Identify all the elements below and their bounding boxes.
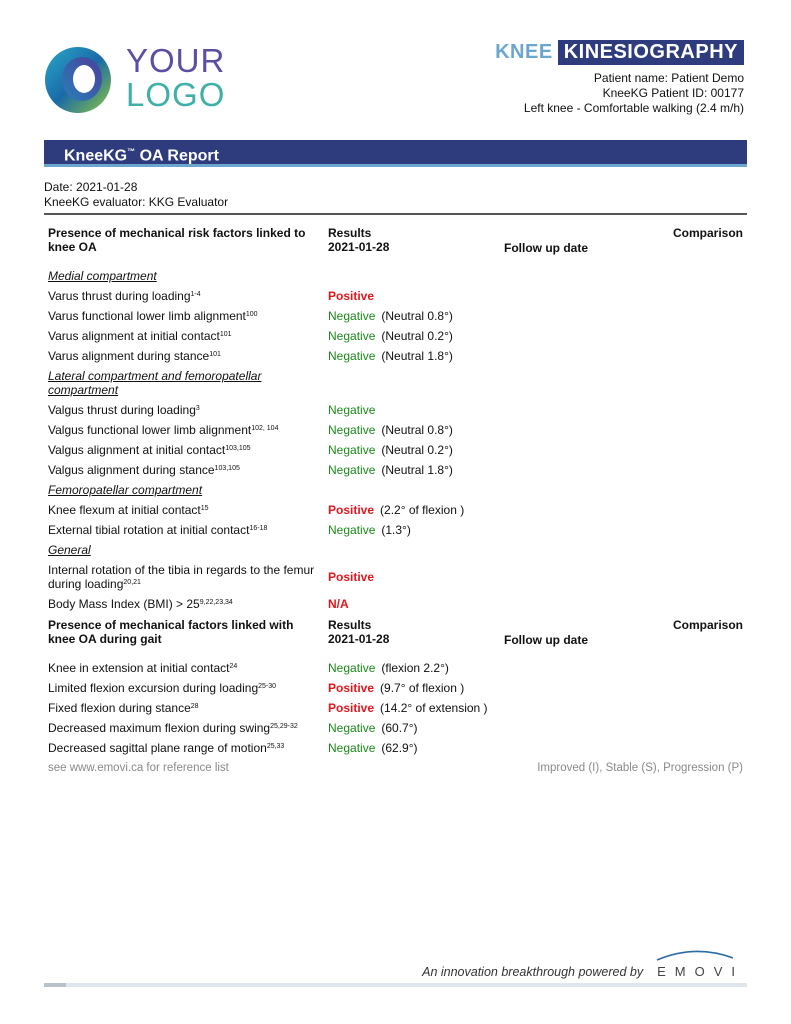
comparison-cell (666, 326, 747, 346)
table-row (44, 658, 747, 678)
follow-up-cell (500, 460, 666, 480)
comparison-cell (666, 500, 747, 520)
follow-up-cell (500, 286, 666, 306)
compartment-heading: Medial compartment (48, 269, 157, 283)
table-row (44, 400, 747, 420)
comparison-cell (666, 678, 747, 698)
comparison-cell (666, 306, 747, 326)
result-value: Positive (328, 681, 375, 695)
table-header-row (44, 222, 747, 266)
follow-up-cell (500, 520, 666, 540)
table-row (44, 460, 747, 480)
comparison-cell (666, 460, 747, 480)
factor-label: Decreased maximum flexion during swing$^{25,29-32}$ (48, 721, 298, 735)
table-header-row (44, 614, 747, 658)
result-detail: (60.7°) (381, 721, 418, 735)
result-cell (324, 560, 500, 594)
reference-number: 101 (219, 331, 232, 338)
header-results: Results 2021-01-28 (328, 618, 390, 646)
factor-label: Knee in extension at initial contact$^{24}$ (48, 661, 238, 675)
reference-note: see www.emovi.ca for reference list (48, 762, 229, 774)
result-value: Negative (328, 741, 376, 755)
factor-label: External tibial rotation at initial contact$^{16-18}$ (48, 523, 268, 537)
factor-label: Valgus alignment at initial contact$^{103,105}$ (48, 443, 251, 457)
notes-row (44, 758, 747, 778)
follow-up-cell (500, 560, 666, 594)
logo-text (126, 44, 225, 112)
comparison-cell (666, 420, 747, 440)
result-detail: (Neutral 1.8°) (381, 463, 453, 477)
factor-label: Varus functional lower limb alignment$^{100}$ (48, 309, 258, 323)
patient-id: KneeKG Patient ID: 00177 (602, 86, 744, 100)
result-value: Negative (328, 423, 376, 437)
result-cell (324, 698, 500, 718)
result-cell (324, 460, 500, 480)
brand-banner (490, 40, 744, 65)
comparison-cell (666, 400, 747, 420)
table-row (44, 346, 747, 366)
report-date: Date: 2021-01-28 (44, 180, 138, 194)
report-meta (44, 180, 228, 210)
follow-up-cell (500, 420, 666, 440)
result-detail: (9.7° of flexion ) (380, 681, 465, 695)
reference-number: 1-4 (190, 291, 201, 298)
follow-up-cell (500, 718, 666, 738)
factor-label: Varus thrust during loading$^{1-4}$ (48, 289, 201, 303)
result-detail: (Neutral 0.2°) (381, 329, 453, 343)
reference-number: 25,33 (266, 743, 285, 750)
table-row (44, 500, 747, 520)
follow-up-cell (500, 698, 666, 718)
patient-condition: Left knee - Comfortable walking (2.4 m/h) (523, 101, 744, 115)
factor-label: Knee flexum at initial contact$^{15}$ (48, 503, 209, 517)
result-cell (324, 306, 500, 326)
result-value: Negative (328, 349, 376, 363)
follow-up-cell (500, 658, 666, 678)
result-value: Positive (328, 701, 375, 715)
follow-up-cell (500, 678, 666, 698)
table-row (44, 326, 747, 346)
reference-number: 103,105 (225, 445, 251, 452)
result-cell (324, 326, 500, 346)
comparison-cell (666, 594, 747, 614)
compartment-heading: Lateral compartment and femoropatellar compartment (48, 369, 262, 397)
reference-number: 15 (200, 505, 209, 512)
factor-label: Internal rotation of the tibia in regards to the femur during loading$^{20,21}$ (48, 563, 315, 591)
logo-line-2: LOGO (126, 76, 226, 113)
brand-name: KINESIOGRAPHY (558, 40, 744, 65)
patient-info (524, 71, 744, 116)
brand-prefix: KNEE (495, 41, 553, 63)
footer-bar (44, 983, 747, 987)
table-row (44, 678, 747, 698)
result-value: Negative (328, 721, 376, 735)
header-follow-up: Follow up date (504, 633, 588, 647)
result-detail: (Neutral 1.8°) (381, 349, 453, 363)
table-row (44, 306, 747, 326)
table-row (44, 440, 747, 460)
reference-number: 101 (209, 351, 221, 358)
factor-label: Valgus alignment during stance$^{103,105}$ (48, 463, 240, 477)
result-cell (324, 594, 500, 614)
reference-number: 16-18 (249, 525, 268, 532)
reference-number: 102, 104 (251, 425, 279, 432)
comparison-cell (666, 440, 747, 460)
compartment-heading: Femoropatellar compartment (48, 483, 203, 497)
result-cell (324, 420, 500, 440)
follow-up-cell (500, 346, 666, 366)
report-title: KneeKG™ OA Report (64, 147, 219, 165)
header-label: Presence of mechanical factors linked with knee OA during gait (48, 618, 294, 646)
reference-number: 25-30 (258, 683, 277, 690)
comparison-cell (666, 658, 747, 678)
factor-label: Body Mass Index (BMI) > 25$^{9,22,23,34}$ (48, 597, 233, 611)
divider (44, 213, 747, 215)
result-detail: (Neutral 0.8°) (381, 309, 453, 323)
result-value: Negative (328, 661, 376, 675)
result-detail: (Neutral 0.8°) (381, 423, 453, 437)
logo-line-1: YOUR (126, 42, 226, 79)
follow-up-cell (500, 306, 666, 326)
reference-number: 24 (229, 663, 238, 670)
result-value: Negative (328, 403, 376, 417)
reference-number: 20,21 (123, 579, 141, 586)
results-table (44, 222, 747, 778)
header-comparison: Comparison (672, 226, 743, 240)
legend-note: Improved (I), Stable (S), Progression (P) (537, 762, 743, 774)
factor-label: Varus alignment during stance$^{101}$ (48, 349, 221, 363)
result-detail: (Neutral 0.2°) (381, 443, 453, 457)
factor-label: Limited flexion excursion during loading$^{25-30}$ (48, 681, 277, 695)
table-row (44, 286, 747, 306)
result-cell (324, 400, 500, 420)
compartment-heading: General (48, 543, 91, 557)
follow-up-cell (500, 400, 666, 420)
logo-icon (44, 46, 112, 114)
follow-up-cell (500, 594, 666, 614)
table-row (44, 560, 747, 594)
footer-tagline (422, 964, 744, 979)
result-value: Negative (328, 463, 376, 477)
result-cell (324, 658, 500, 678)
follow-up-cell (500, 326, 666, 346)
report-evaluator: KneeKG evaluator: KKG Evaluator (44, 195, 229, 209)
result-detail: (62.9°) (381, 741, 418, 755)
result-cell (324, 440, 500, 460)
result-detail: (flexion 2.2°) (381, 661, 449, 675)
patient-name: Patient name: Patient Demo (593, 71, 744, 85)
footer-tagline-text: An innovation breakthrough powered by (422, 965, 644, 979)
table-row (44, 738, 747, 758)
reference-number: 103,105 (214, 465, 240, 472)
result-cell (324, 738, 500, 758)
follow-up-cell (500, 500, 666, 520)
comparison-cell (666, 698, 747, 718)
comparison-cell (666, 738, 747, 758)
factor-label: Valgus functional lower limb alignment$^{102, 104}$ (48, 423, 279, 437)
result-cell (324, 718, 500, 738)
header-label: Presence of mechanical risk factors linked to knee OA (48, 226, 306, 254)
result-detail: (1.3°) (381, 523, 411, 537)
result-detail: (2.2° of flexion ) (380, 503, 465, 517)
header-results: Results 2021-01-28 (328, 226, 390, 254)
comparison-cell (666, 560, 747, 594)
table-row (44, 698, 747, 718)
reference-number: 25,29-32 (270, 723, 298, 730)
table-row (44, 718, 747, 738)
result-value: Positive (328, 503, 375, 517)
comparison-cell (666, 286, 747, 306)
follow-up-cell (500, 738, 666, 758)
result-value: Negative (328, 329, 376, 343)
result-value: Positive (328, 570, 375, 584)
result-cell (324, 346, 500, 366)
factor-label: Decreased sagittal plane range of motion$^{25,33}$ (48, 741, 285, 755)
header-follow-up: Follow up date (504, 241, 588, 255)
result-cell (324, 500, 500, 520)
table-row (44, 520, 747, 540)
result-value: Negative (328, 523, 376, 537)
table-row (44, 594, 747, 614)
result-value: Positive (328, 289, 375, 303)
result-value: Negative (328, 309, 376, 323)
result-detail: (14.2° of extension ) (380, 701, 488, 715)
factor-label: Varus alignment at initial contact$^{101}$ (48, 329, 232, 343)
reference-number: 28 (190, 703, 199, 710)
emovi-arc-icon (655, 948, 735, 962)
emovi-logo: EMOVI (657, 964, 744, 979)
reference-number: 9,22,23,34 (199, 599, 233, 606)
comparison-cell (666, 718, 747, 738)
reference-number: 100 (245, 311, 258, 318)
report-title-bar (44, 140, 747, 167)
result-cell (324, 520, 500, 540)
result-value: N/A (328, 597, 349, 611)
result-value: Negative (328, 443, 376, 457)
result-cell (324, 678, 500, 698)
result-cell (324, 286, 500, 306)
table-row (44, 420, 747, 440)
reference-number: 3 (195, 405, 200, 412)
follow-up-cell (500, 440, 666, 460)
comparison-cell (666, 346, 747, 366)
factor-label: Valgus thrust during loading$^3$ (48, 403, 200, 417)
header-comparison: Comparison (672, 618, 743, 632)
comparison-cell (666, 520, 747, 540)
factor-label: Fixed flexion during stance$^{28}$ (48, 701, 199, 715)
